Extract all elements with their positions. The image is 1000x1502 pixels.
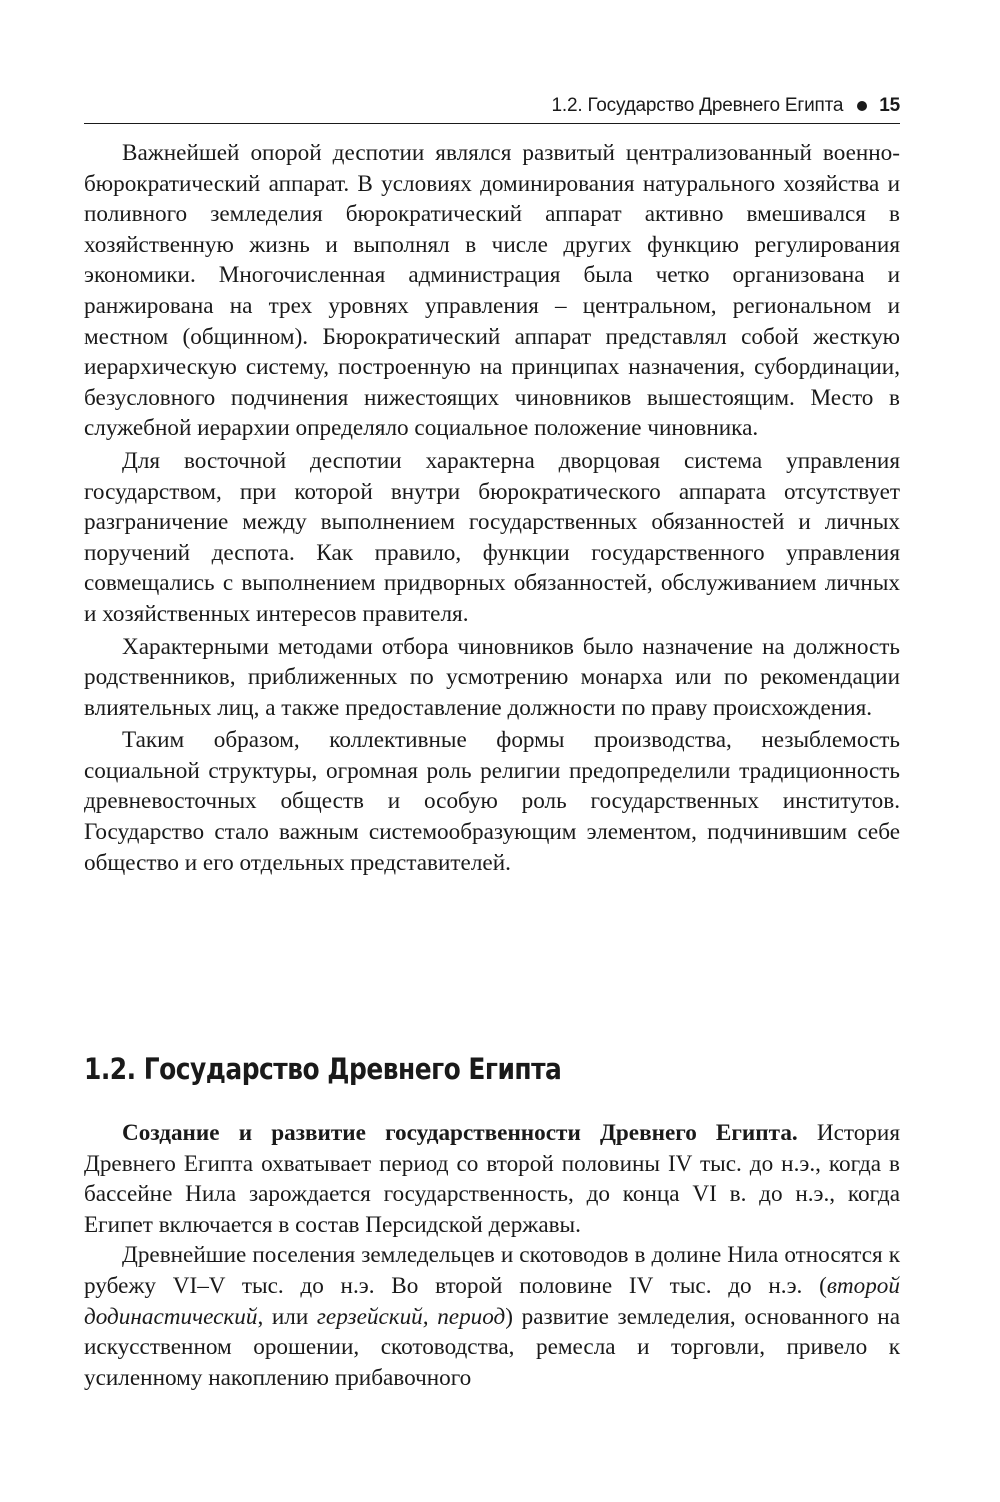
paragraph-1: Важнейшей опорой деспотии являлся развитый централизованный военно-бюрократический аппарат. В условиях доминирования натурального хозяйства и поливного земледелия бюрократический аппарат активно вмешивался в хозяйственную жизнь и выполнял в числе других функцию регулирования экономики. Многочисленная администрация была четко организована и ранжирована на трех уровнях управления – центральном, региональном и местном (общинном). Бюрократический аппарат представлял собой жесткую иерархическую систему, построенную на принципах назначения, субординации, безусловного подчинения нижестоящих чиновников вышестоящим. Место в служебной иерархии определяло социальное положение чиновника. [84,140,900,442]
page-number: 15 [879,94,900,116]
paragraph-3: Характерными методами отбора чиновников было назначение на должность родственников, приближенных по усмотрению монарха или по рекомендации влиятельных лиц, а также предоставление должности по праву происхождения. [84,633,900,721]
section-paragraph-1 [84,1118,900,1240]
section-paragraph-2 [84,1240,900,1393]
section-heading: 1.2. Государство Древнего Египта [84,1052,562,1086]
running-head [84,92,900,124]
section-paragraph-1-text: История Древнего Египта охватывает период со второй половины IV тыс. до н.э., когда в бассейне Нила зарождается государственность, до конца VI в. до н.э., когда Египет включается в состав Персидской державы. [84,1120,900,1238]
section-body [84,1118,900,1393]
section-paragraph-2-text-a: Древнейшие поселения земледельцев и скотоводов в долине Нила относятся к рубежу VI–V тыс. до н.э. Во второй половине IV тыс. до н.э. ( [84,1242,900,1299]
subsection-title: Создание и развитие государственности Древнего Египта. [122,1120,798,1146]
section-paragraph-2-text-c: ) развитие земледелия, основанного на искусственном орошении, скотоводства, ремесла и торговли, привело к усиленному накоплению прибавочного [84,1303,900,1391]
term-italic-2: герзейский, период [316,1303,506,1330]
term-italic-1: второй додинастический [84,1272,900,1330]
body-text [84,138,900,878]
running-head-section: 1.2. Государство Древнего Египта [551,94,844,116]
paragraph-4: Таким образом, коллективные формы производства, незыблемость социальной структуры, огромная роль религии предопределили традиционность древневосточных обществ и особую роль государственных институтов. Государство стало важным системообразующим элементом, подчинившим себе общество и его отдельных представителей. [84,727,900,876]
section-paragraph-2-text-b: , или [257,1303,317,1330]
paragraph-2: Для восточной деспотии характерна дворцовая система управления государством, при которой внутри бюрократического аппарата отсутствует разграничение между выполнением государственных обязанностей и личных поручений деспота. Как правило, функции государственного управления совмещались с выполнением придворных обязанностей, обслуживанием личных и хозяйственных интересов правителя. [84,447,900,627]
bullet-icon [857,101,867,111]
